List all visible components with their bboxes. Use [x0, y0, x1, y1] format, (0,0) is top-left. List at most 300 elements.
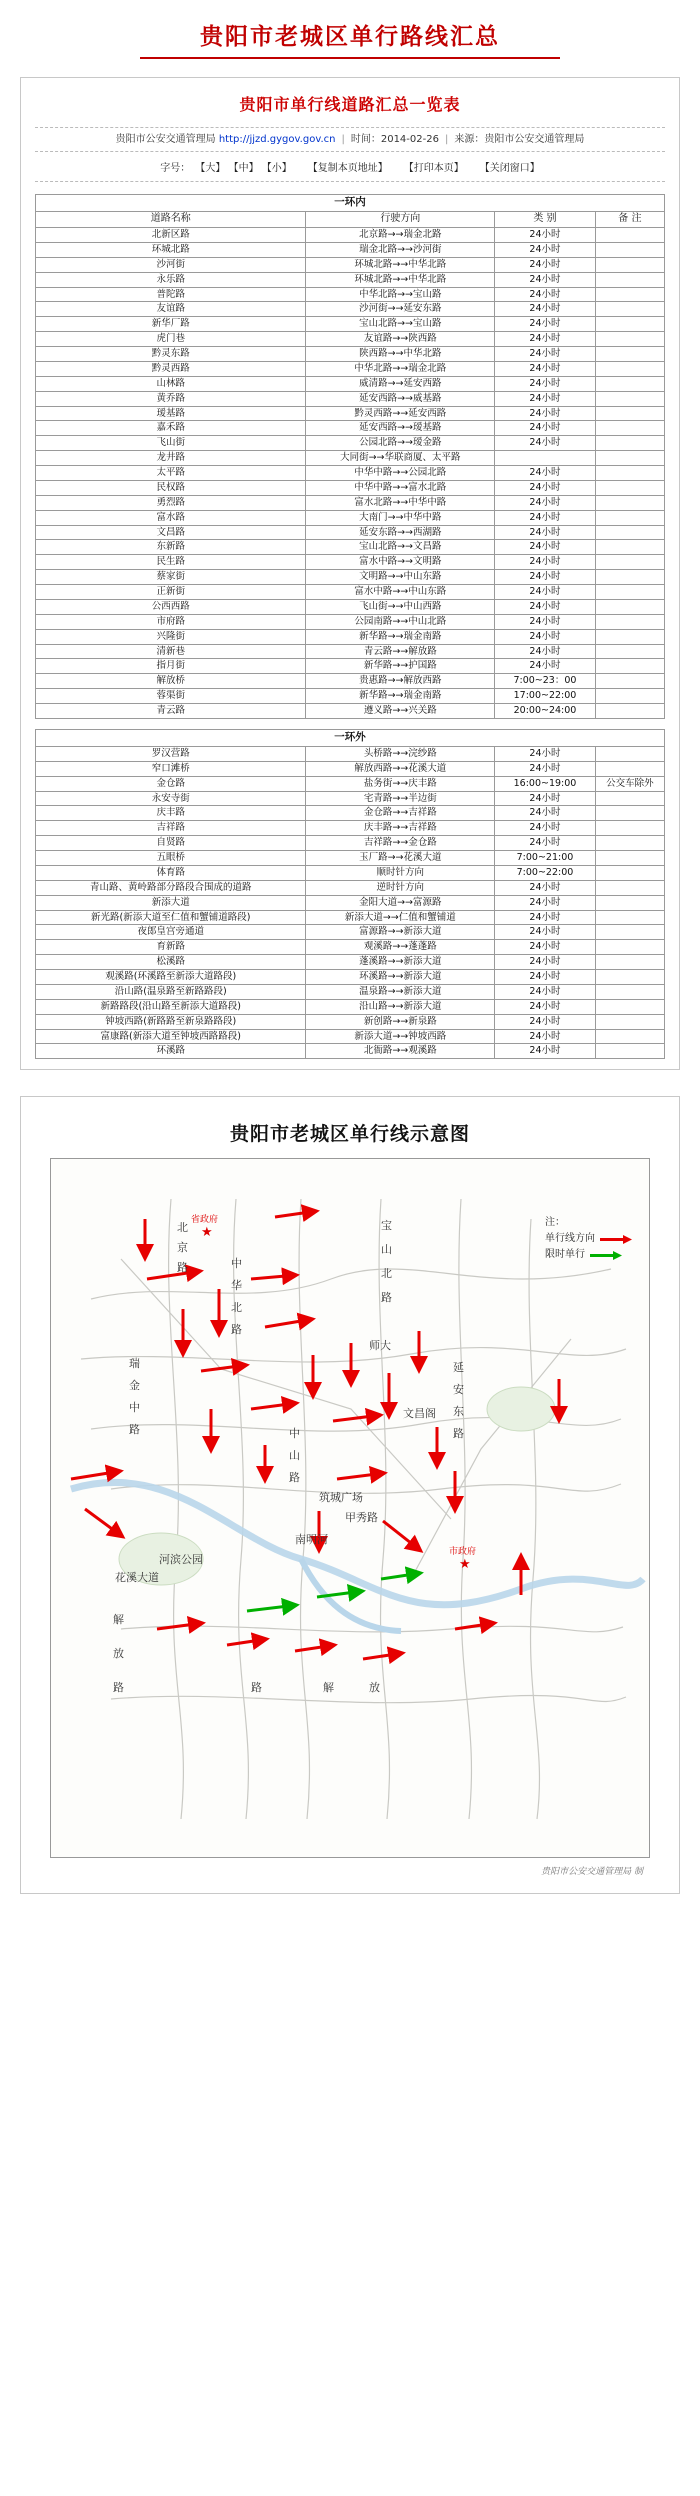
table-cell: 庆丰路→→吉祥路	[306, 821, 495, 836]
table-cell: 金阳大道→→富源路	[306, 895, 495, 910]
table-row	[36, 555, 665, 570]
table-cell: 市府路	[36, 614, 306, 629]
table-cell: 24小时	[495, 895, 596, 910]
table-cell: 24小时	[495, 644, 596, 659]
table-row	[36, 880, 665, 895]
table-cell	[595, 287, 664, 302]
table-cell	[595, 761, 664, 776]
table-cell: 顺时针方向	[306, 865, 495, 880]
table-row	[36, 659, 665, 674]
table-cell: 解放桥	[36, 674, 306, 689]
table-cell	[595, 836, 664, 851]
table-cell: 北衙路→→观溪路	[306, 1044, 495, 1059]
table-row	[36, 746, 665, 761]
table-cell: 兴隆街	[36, 629, 306, 644]
table-row	[36, 376, 665, 391]
roads-table-inner-ring	[35, 194, 665, 719]
table-cell: 24小时	[495, 570, 596, 585]
map-street-label: 路	[381, 1291, 392, 1305]
table-cell: 24小时	[495, 510, 596, 525]
table-cell: 24小时	[495, 746, 596, 761]
table-cell: 普陀路	[36, 287, 306, 302]
close-window-button[interactable]: 【关闭窗口】	[479, 163, 540, 174]
table-cell: 24小时	[495, 999, 596, 1014]
table-cell	[595, 510, 664, 525]
table-cell: 指月街	[36, 659, 306, 674]
table-cell	[595, 228, 664, 243]
table-cell: 24小时	[495, 480, 596, 495]
meta-sep-2: |	[444, 134, 449, 145]
table-cell	[595, 480, 664, 495]
table-cell: 新光路(新添大道至仁值和蟹铺道路段)	[36, 910, 306, 925]
meta-source-label: 贵阳市公安交通管理局	[115, 134, 216, 145]
roads-table-outer-body	[36, 729, 665, 1058]
table-cell	[595, 376, 664, 391]
table-row	[36, 1029, 665, 1044]
table-cell: 新创路→→新泉路	[306, 1014, 495, 1029]
table-cell: 富水北路→→中华中路	[306, 495, 495, 510]
map-street-label: 路	[129, 1423, 140, 1437]
map-street-label: 安	[453, 1383, 464, 1397]
table-row	[36, 585, 665, 600]
table-row	[36, 614, 665, 629]
table-row	[36, 391, 665, 406]
table-row	[36, 421, 665, 436]
table-row	[36, 272, 665, 287]
map-street-label: 东	[453, 1405, 464, 1419]
table-cell: 解放西路→→花溪大道	[306, 761, 495, 776]
table-cell: 瑞金北路→→沙河街	[306, 242, 495, 257]
map-street-label: 路	[289, 1471, 300, 1485]
column-header: 道路名称	[36, 212, 306, 228]
table-cell	[595, 495, 664, 510]
table-cell	[595, 791, 664, 806]
table-cell: 16:00~19:00	[495, 776, 596, 791]
table-cell: 飞山街	[36, 436, 306, 451]
font-small-button[interactable]: 【小】	[261, 163, 292, 174]
table-row	[36, 836, 665, 851]
table-cell: 环城北路→→中华北路	[306, 272, 495, 287]
map-street-label: 花溪大道	[115, 1571, 159, 1585]
table-cell	[595, 925, 664, 940]
legend-item-oneway	[545, 1231, 633, 1247]
column-header: 类 别	[495, 212, 596, 228]
map-street-label: 北	[231, 1301, 242, 1315]
map-street-label: 中	[289, 1427, 300, 1441]
table-cell: 文昌路	[36, 525, 306, 540]
table-cell: 太平路	[36, 466, 306, 481]
table-cell: 24小时	[495, 421, 596, 436]
map-card	[20, 1096, 680, 1894]
table-cell: 庆丰路	[36, 806, 306, 821]
table-cell	[595, 865, 664, 880]
table-cell: 虎门巷	[36, 332, 306, 347]
table-cell	[595, 910, 664, 925]
table-cell: 友谊路	[36, 302, 306, 317]
table-cell: 龙井路	[36, 451, 306, 466]
map-street-label: 路	[177, 1261, 188, 1275]
table-cell: 体育路	[36, 865, 306, 880]
table-cell: 松溪路	[36, 955, 306, 970]
map-footer: 贵阳市公安交通管理局 制	[541, 1867, 643, 1878]
table-cell: 24小时	[495, 242, 596, 257]
table-cell	[595, 451, 664, 466]
map-street-label: 瑞	[129, 1357, 140, 1371]
roads-table-inner-body	[36, 195, 665, 719]
table-cell	[595, 1044, 664, 1059]
table-cell: 24小时	[495, 970, 596, 985]
map-street-label: 中	[231, 1257, 242, 1271]
table-cell: 24小时	[495, 984, 596, 999]
table-cell: 黔灵西路→→延安西路	[306, 406, 495, 421]
table-cell: 24小时	[495, 317, 596, 332]
tables-wrapper	[21, 182, 679, 1059]
table-cell: 中华中路→→富水北路	[306, 480, 495, 495]
font-medium-button[interactable]: 【中】	[228, 163, 259, 174]
table-section-title: 一环内	[36, 195, 665, 212]
table-cell: 逆时针方向	[306, 880, 495, 895]
article-card	[20, 77, 680, 1070]
table-section-header	[36, 195, 665, 212]
table-row	[36, 925, 665, 940]
tool-bar	[35, 152, 665, 182]
legend-item-timed	[545, 1247, 633, 1263]
table-cell: 24小时	[495, 925, 596, 940]
table-row	[36, 332, 665, 347]
roads-table-outer-ring	[35, 729, 665, 1059]
table-row	[36, 984, 665, 999]
table-cell	[595, 940, 664, 955]
table-cell: 中华北路→→宝山路	[306, 287, 495, 302]
table-cell	[595, 585, 664, 600]
table-cell: 7:00~21:00	[495, 851, 596, 866]
table-row	[36, 644, 665, 659]
table-row	[36, 361, 665, 376]
table-cell: 勇烈路	[36, 495, 306, 510]
table-row	[36, 999, 665, 1014]
table-cell: 钟坡西路(新路路至新泉路路段)	[36, 1014, 306, 1029]
table-cell: 新添大道	[36, 895, 306, 910]
map-street-label: 路	[251, 1681, 262, 1695]
meta-source-link[interactable]: http://jjzd.gygov.gov.cn	[218, 134, 336, 145]
map-street-label: 筑城广场	[319, 1491, 363, 1505]
table-cell: 24小时	[495, 1029, 596, 1044]
table-cell	[595, 242, 664, 257]
table-row	[36, 851, 665, 866]
table-cell: 青云路→→解放路	[306, 644, 495, 659]
table-cell: 窄口滩桥	[36, 761, 306, 776]
map-star-label: 省政府	[191, 1215, 219, 1226]
table-row	[36, 689, 665, 704]
table-cell: 24小时	[495, 1044, 596, 1059]
map-street-label: 放	[369, 1681, 380, 1695]
map-street-label: 山	[381, 1243, 392, 1257]
table-cell	[595, 895, 664, 910]
table-cell	[595, 421, 664, 436]
table-cell: 观溪路→→蓬蓬路	[306, 940, 495, 955]
table-cell: 24小时	[495, 332, 596, 347]
table-cell	[595, 614, 664, 629]
table-cell: 育新路	[36, 940, 306, 955]
map-street-label: 北	[381, 1267, 392, 1281]
table-cell: 24小时	[495, 599, 596, 614]
legend-title: 注：	[545, 1217, 565, 1229]
table-row	[36, 451, 665, 466]
table-row	[36, 317, 665, 332]
table-cell: 24小时	[495, 555, 596, 570]
table-cell: 17:00~22:00	[495, 689, 596, 704]
table-header-row	[36, 212, 665, 228]
map-street-label: 金	[129, 1379, 140, 1393]
table-cell: 24小时	[495, 940, 596, 955]
table-section-header	[36, 729, 665, 746]
map-street-label: 路	[453, 1427, 464, 1441]
map-star-label: 市政府	[449, 1547, 477, 1558]
article-title: 贵阳市单行线道路汇总一览表	[239, 95, 461, 114]
table-cell	[595, 540, 664, 555]
table-row	[36, 761, 665, 776]
table-row	[36, 540, 665, 555]
table-cell: 24小时	[495, 466, 596, 481]
table-cell: 富康路(新添大道至钟坡西路路段)	[36, 1029, 306, 1044]
table-cell: 公园北路→→瑷金路	[306, 436, 495, 451]
table-cell: 青云路	[36, 704, 306, 719]
map-street-label: 甲秀路	[345, 1511, 378, 1525]
table-row	[36, 466, 665, 481]
table-cell: 新华路→→瑞金南路	[306, 629, 495, 644]
table-cell: 吉祥路→→金仓路	[306, 836, 495, 851]
table-row	[36, 940, 665, 955]
table-row	[36, 865, 665, 880]
table-cell	[595, 970, 664, 985]
meta-bar	[35, 127, 665, 152]
map-legend	[545, 1215, 633, 1263]
table-cell: 24小时	[495, 347, 596, 362]
map-title: 贵阳市老城区单行线示意图	[229, 1123, 470, 1146]
table-cell	[595, 674, 664, 689]
table-cell: 蓬溪路→→新添大道	[306, 955, 495, 970]
table-cell: 24小时	[495, 540, 596, 555]
table-cell: 24小时	[495, 406, 596, 421]
font-large-button[interactable]: 【大】	[195, 163, 226, 174]
table-cell: 24小时	[495, 836, 596, 851]
print-button[interactable]: 【打印本页】	[403, 163, 464, 174]
map-star-icon: ★	[201, 1225, 213, 1241]
meta-date: 时间：2014-02-26	[350, 134, 439, 145]
table-cell: 自贤路	[36, 836, 306, 851]
table-row	[36, 806, 665, 821]
table-cell: 环城北路→→中华北路	[306, 257, 495, 272]
table-cell: 金仓路	[36, 776, 306, 791]
table-cell: 蔡家街	[36, 570, 306, 585]
table-cell	[595, 821, 664, 836]
map-street-label: 路	[113, 1681, 124, 1695]
table-cell: 瑷基路	[36, 406, 306, 421]
table-row	[36, 242, 665, 257]
table-row	[36, 347, 665, 362]
table-cell: 24小时	[495, 376, 596, 391]
table-row	[36, 704, 665, 719]
page-title: 贵阳市老城区单行路线汇总	[200, 24, 500, 50]
map-street-label: 山	[289, 1449, 300, 1463]
table-cell: 友谊路→→陕西路	[306, 332, 495, 347]
table-cell: 民权路	[36, 480, 306, 495]
table-cell: 宝山北路→→文昌路	[306, 540, 495, 555]
table-cell: 24小时	[495, 228, 596, 243]
table-row	[36, 1014, 665, 1029]
table-cell	[595, 347, 664, 362]
table-cell	[595, 746, 664, 761]
table-cell: 24小时	[495, 761, 596, 776]
table-cell	[595, 629, 664, 644]
table-cell: 24小时	[495, 287, 596, 302]
table-cell: 威清路→→延安西路	[306, 376, 495, 391]
table-cell	[595, 317, 664, 332]
table-cell	[595, 1029, 664, 1044]
table-cell: 24小时	[495, 257, 596, 272]
table-cell: 罗汉营路	[36, 746, 306, 761]
table-cell	[595, 257, 664, 272]
table-cell: 永乐路	[36, 272, 306, 287]
table-cell: 沿山路(温泉路至新路路段)	[36, 984, 306, 999]
table-cell: 遵义路→→兴关路	[306, 704, 495, 719]
table-cell: 富水中路→→文明路	[306, 555, 495, 570]
table-cell: 24小时	[495, 525, 596, 540]
table-cell: 金仓路→→吉祥路	[306, 806, 495, 821]
table-cell	[595, 659, 664, 674]
table-cell: 24小时	[495, 495, 596, 510]
legend-label-oneway: 单行线方向	[545, 1233, 595, 1245]
table-cell: 观溪路(环溪路至新添大道路段)	[36, 970, 306, 985]
table-row	[36, 674, 665, 689]
table-cell: 24小时	[495, 436, 596, 451]
copy-url-button[interactable]: 【复制本页地址】	[307, 163, 388, 174]
table-row	[36, 570, 665, 585]
table-cell: 新添大道→→仁值和蟹铺道	[306, 910, 495, 925]
table-cell: 24小时	[495, 585, 596, 600]
table-cell: 宅青路→→半边街	[306, 791, 495, 806]
table-cell: 环城北路	[36, 242, 306, 257]
legend-arrow-green-icon	[589, 1251, 623, 1260]
table-cell: 东新路	[36, 540, 306, 555]
table-cell: 中华中路→→公园北路	[306, 466, 495, 481]
table-cell	[595, 361, 664, 376]
table-cell: 24小时	[495, 629, 596, 644]
table-cell	[595, 272, 664, 287]
legend-arrow-red-icon	[599, 1235, 633, 1244]
title-divider	[140, 57, 560, 59]
font-size-label: 字号：	[160, 163, 191, 174]
table-cell: 24小时	[495, 910, 596, 925]
table-row	[36, 436, 665, 451]
table-cell: 头桥路→→浣纱路	[306, 746, 495, 761]
table-cell	[595, 704, 664, 719]
table-cell	[595, 391, 664, 406]
map-street-label: 放	[113, 1647, 124, 1661]
table-cell: 24小时	[495, 302, 596, 317]
table-cell: 清新巷	[36, 644, 306, 659]
table-cell	[595, 851, 664, 866]
table-cell: 大同街→→华联商厦、太平路	[306, 451, 495, 466]
table-cell	[595, 525, 664, 540]
table-row	[36, 480, 665, 495]
table-cell	[595, 302, 664, 317]
map-street-label: 北	[177, 1221, 188, 1235]
table-cell: 新华路→→瑞金南路	[306, 689, 495, 704]
table-cell: 玉厂路→→花溪大道	[306, 851, 495, 866]
table-cell: 公园南路→→中山北路	[306, 614, 495, 629]
table-row	[36, 1044, 665, 1059]
map-street-label: 华	[231, 1279, 242, 1293]
table-cell: 五眼桥	[36, 851, 306, 866]
table-cell: 富源路→→新添大道	[306, 925, 495, 940]
table-spacer	[35, 719, 665, 729]
map-street-label: 延	[453, 1361, 464, 1375]
table-cell: 沙河街→→延安东路	[306, 302, 495, 317]
table-cell: 正新街	[36, 585, 306, 600]
table-cell: 文明路→→中山东路	[306, 570, 495, 585]
table-row	[36, 776, 665, 791]
table-cell: 富水路	[36, 510, 306, 525]
table-cell: 黄乔路	[36, 391, 306, 406]
table-cell: 24小时	[495, 880, 596, 895]
table-cell: 北京路→→瑞金北路	[306, 228, 495, 243]
table-cell: 吉祥路	[36, 821, 306, 836]
map-street-label: 宝	[381, 1219, 392, 1233]
table-cell: 环溪路	[36, 1044, 306, 1059]
table-cell: 嘉禾路	[36, 421, 306, 436]
table-cell: 贵惠路→→解放西路	[306, 674, 495, 689]
table-cell	[595, 955, 664, 970]
map-star-icon: ★	[459, 1557, 471, 1573]
table-cell: 24小时	[495, 272, 596, 287]
table-section-title: 一环外	[36, 729, 665, 746]
table-cell: 环溪路→→新添大道	[306, 970, 495, 985]
table-cell: 山林路	[36, 376, 306, 391]
table-row	[36, 970, 665, 985]
map-street-label: 河滨公园	[159, 1553, 203, 1567]
table-cell	[595, 1014, 664, 1029]
table-row	[36, 302, 665, 317]
table-cell	[595, 466, 664, 481]
map-street-label: 解	[113, 1613, 124, 1627]
table-cell: 蓉渠街	[36, 689, 306, 704]
table-row	[36, 791, 665, 806]
table-cell: 24小时	[495, 1014, 596, 1029]
table-cell	[595, 406, 664, 421]
table-cell: 陕西路→→中华北路	[306, 347, 495, 362]
table-cell: 沿山路→→新添大道	[306, 999, 495, 1014]
table-cell: 中华北路→→瑞金北路	[306, 361, 495, 376]
table-cell: 大南门→→中华中路	[306, 510, 495, 525]
table-cell: 24小时	[495, 955, 596, 970]
table-cell: 宝山北路→→宝山路	[306, 317, 495, 332]
font-size-group	[160, 159, 292, 174]
table-cell: 24小时	[495, 821, 596, 836]
table-cell: 7:00~22:00	[495, 865, 596, 880]
table-cell: 黔灵西路	[36, 361, 306, 376]
table-cell: 24小时	[495, 791, 596, 806]
table-cell	[595, 570, 664, 585]
column-header: 备 注	[595, 212, 664, 228]
table-cell: 延安东路→→西湖路	[306, 525, 495, 540]
table-cell: 永安寺街	[36, 791, 306, 806]
table-cell: 公交车除外	[595, 776, 664, 791]
map-street-label: 南明河	[295, 1533, 328, 1547]
meta-source	[116, 133, 336, 146]
table-cell	[595, 689, 664, 704]
table-cell	[495, 451, 596, 466]
